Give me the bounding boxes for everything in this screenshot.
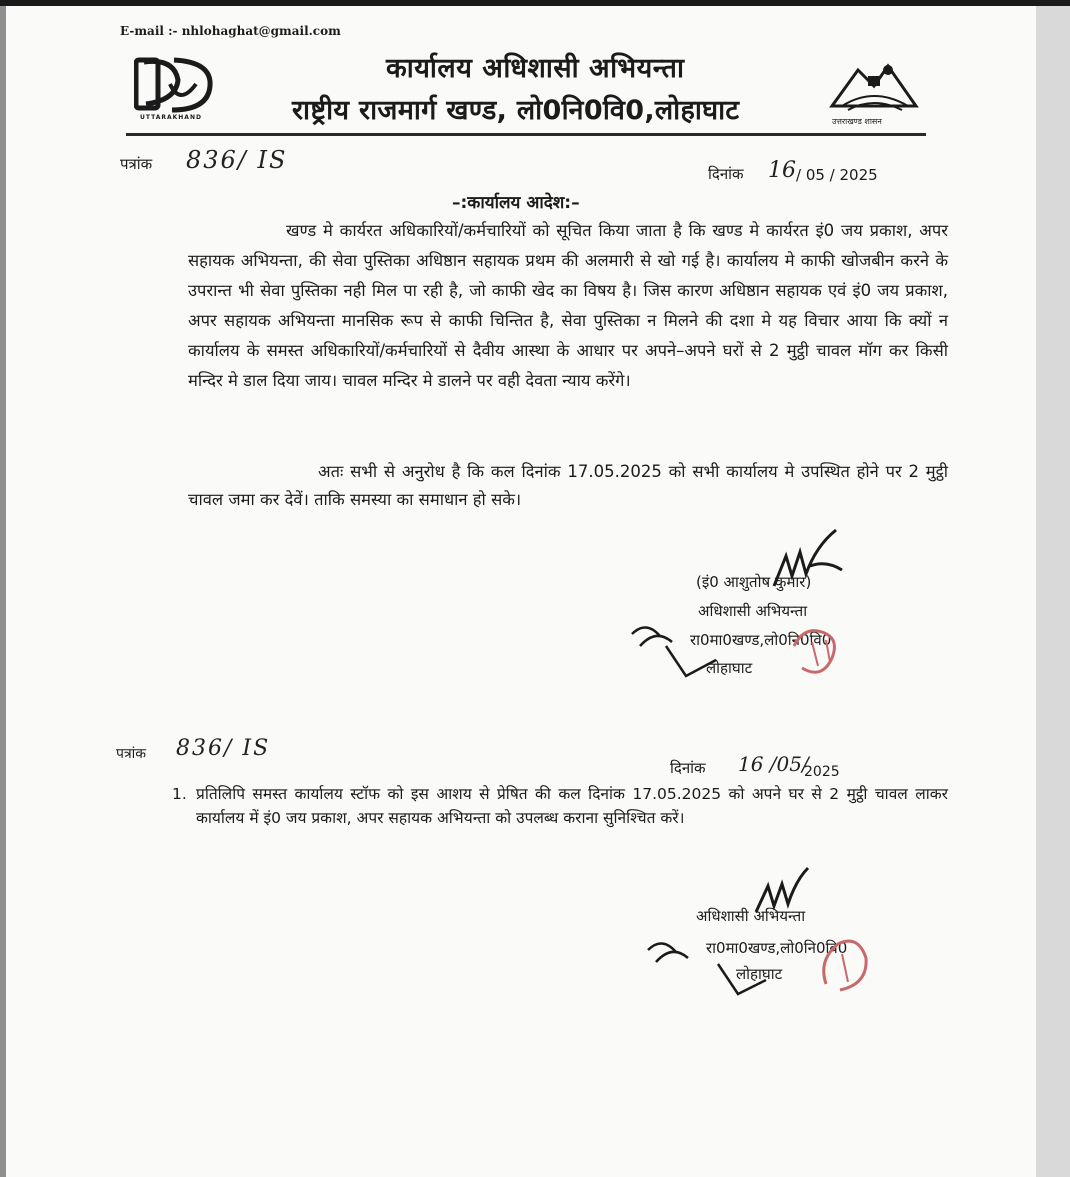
date-day: 16: [768, 158, 796, 183]
office-title: कार्यालय अधिशासी अभियन्ता: [386, 53, 685, 84]
right-margin: [1036, 6, 1070, 1177]
division-title: राष्ट्रीय राजमार्ग खण्ड, लो0नि0वि0,लोहाघाट: [292, 95, 740, 126]
copy-date-value: 16 /05/: [738, 752, 809, 776]
date-label: दिनांक: [708, 165, 744, 183]
copy-signatory-unit: रा0मा0खण्ड,लो0नि0वि0: [706, 939, 848, 957]
copy-signatory-designation: अधिशासी अभियन्ता: [696, 907, 806, 925]
signatory-name: (इं0 आशुतोष कुमार): [696, 573, 812, 591]
signatory-designation: अधिशासी अभियन्ता: [698, 602, 808, 620]
copy-item: [172, 782, 948, 830]
date-month-year: / 05 / 2025: [796, 166, 878, 184]
emblem-caption: उत्तराखण्ड शासन: [832, 117, 882, 126]
signatory-unit: रा0मा0खण्ड,लो0नि0वि0: [690, 631, 832, 649]
header-rule: [126, 133, 926, 136]
official-stamp-mark: [626, 606, 866, 686]
pwd-logo-icon: [134, 54, 216, 116]
letter-number-label: पत्रांक: [120, 155, 153, 173]
letter-number-value: 836/ IS: [186, 146, 288, 174]
copy-letter-number-label: पत्रांक: [116, 746, 147, 762]
copy-date-label: दिनांक: [670, 759, 706, 777]
order-title: –:कार्यालय आदेश:–: [452, 193, 580, 213]
state-emblem-icon: [828, 56, 920, 114]
copy-date-year: 2025: [804, 764, 840, 780]
office-email: E-mail :- nhlohaghat@gmail.com: [120, 24, 341, 38]
signatory-place: लोहाघाट: [706, 659, 753, 677]
copy-item-text: प्रतिलिपि समस्त कार्यालय स्टॉफ को इस आशय से प्रेषित की कल दिनांक 17.05.2025 को अपने घर से 2 मुट्ठी चावल लाकर कार्यालय में इं0 जय प्रकाश, अपर सहायक अभियन्ता को उपलब्ध कराना सुनिश्चित करें।: [196, 785, 948, 827]
order-paragraph-2: अतः सभी से अनुरोध है कि कल दिनांक 17.05.2025 को सभी कार्यालय मे उपस्थित होने पर 2 मुट्ठी चावल जमा कर देवें। ताकि समस्या का समाधान हो सके।: [188, 462, 948, 509]
official-stamp-mark-2: [642, 924, 892, 1004]
copy-signatory-place: लोहाघाट: [736, 965, 783, 983]
copy-item-number: 1.: [172, 785, 187, 803]
letter-page: [6, 6, 1036, 1177]
copy-letter-number-value: 836/ IS: [176, 736, 271, 761]
logo-caption: UTTARAKHAND: [140, 114, 202, 121]
order-paragraph-1: खण्ड मे कार्यरत अधिकारियों/कर्मचारियों को सूचित किया जाता है कि खण्ड मे कार्यरत इं0 जय प्रकाश, अपर सहायक अभियन्ता, की सेवा पुस्तिका अधिष्ठान सहायक प्रथम की अलमारी से खो गई है। कार्यालय मे काफी खोजबीन करने के उपरान्त भी सेवा पुस्तिका नही मिल पा रही है, जो काफी खेद का विषय है। जिस कारण अधिष्ठान सहायक एवं इं0 जय प्रकाश, अपर सहायक अभियन्ता मानसिक रूप से काफी चिन्तित है, सेवा पुस्तिका न मिलने की दशा मे यह विचार आया कि क्यों न कार्यालय के समस्त अधिकारियों/कर्मचारियों से दैवीय आस्था के आधार पर अपने–अपने घरों से 2 मुट्ठी चावल मॉग कर किसी मन्दिर मे डाल दिया जाय। चावल मन्दिर मे डालने पर वही देवता न्याय करेंगे।: [188, 221, 948, 390]
